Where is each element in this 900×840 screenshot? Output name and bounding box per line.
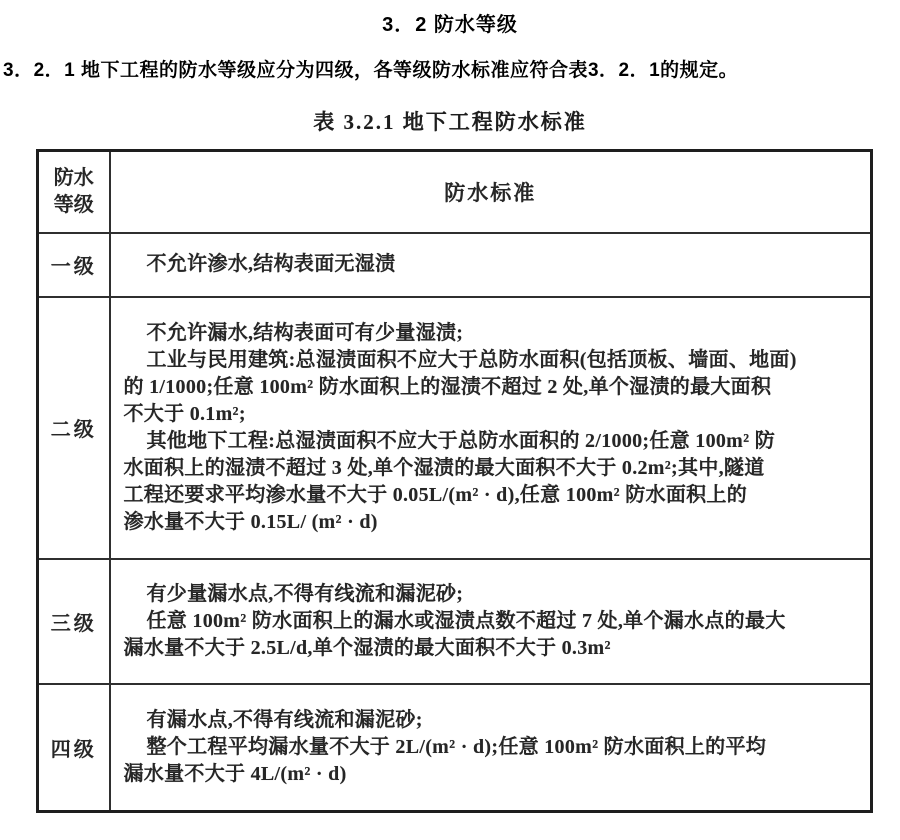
standard-line: 水面积上的湿渍不超过 3 处,单个湿渍的最大面积不大于 0.2m²;其中,隧道 bbox=[123, 456, 765, 479]
grade-cell: 一级 bbox=[38, 233, 110, 297]
grade-cell: 三级 bbox=[38, 559, 110, 684]
standard-line: 工程还要求平均渗水量不大于 0.05L/(m² · d),任意 100m² 防水面积上的 bbox=[123, 483, 748, 506]
standard-line: 的 1/1000;任意 100m² 防水面积上的湿渍不超过 2 处,单个湿渍的最大面积 bbox=[123, 375, 772, 398]
standard-line: 有少量漏水点,不得有线流和漏泥砂; bbox=[146, 582, 464, 605]
table-header-row bbox=[38, 151, 872, 233]
header-standard-cell: 防水标准 bbox=[110, 151, 872, 233]
standard-line: 工业与民用建筑:总湿渍面积不应大于总防水面积(包括顶板、墙面、地面) bbox=[146, 348, 797, 371]
standard-line: 不大于 0.1m²; bbox=[123, 402, 246, 425]
standard-line: 渗水量不大于 0.15L/ (m² · d) bbox=[123, 510, 378, 533]
table-row bbox=[38, 233, 872, 297]
table-row bbox=[38, 684, 872, 812]
header-grade-cell bbox=[38, 151, 110, 233]
standard-line: 不允许漏水,结构表面可有少量湿渍; bbox=[146, 321, 464, 344]
waterproof-standard-table bbox=[36, 149, 873, 813]
standard-line: 有漏水点,不得有线流和漏泥砂; bbox=[146, 708, 423, 731]
standard-line: 漏水量不大于 4L/(m² · d) bbox=[123, 762, 347, 785]
standard-cell bbox=[110, 559, 872, 684]
standard-line: 不允许渗水,结构表面无湿渍 bbox=[146, 253, 396, 275]
clause-3-2-1: 3．2．1 地下工程的防水等级应分为四级，各等级防水标准应符合表3．2．1的规定。 bbox=[3, 60, 739, 81]
section-heading: 3．2 防水等级 bbox=[382, 14, 518, 36]
standard-cell bbox=[110, 684, 872, 812]
table-body bbox=[38, 233, 872, 812]
standard-cell bbox=[110, 297, 872, 559]
standard-cell bbox=[110, 233, 872, 297]
header-grade-line2: 等级 bbox=[53, 193, 94, 216]
table-caption: 表 3.2.1 地下工程防水标准 bbox=[313, 110, 587, 134]
table-row bbox=[38, 297, 872, 559]
grade-cell: 二级 bbox=[38, 297, 110, 559]
table-row bbox=[38, 559, 872, 684]
grade-cell: 四级 bbox=[38, 684, 110, 812]
standard-line: 漏水量不大于 2.5L/d,单个湿渍的最大面积不大于 0.3m² bbox=[123, 636, 611, 659]
header-grade-line1: 防水 bbox=[53, 166, 94, 189]
standard-line: 其他地下工程:总湿渍面积不应大于总防水面积的 2/1000;任意 100m² 防 bbox=[146, 429, 776, 452]
standard-line: 任意 100m² 防水面积上的漏水或湿渍点数不超过 7 处,单个漏水点的最大 bbox=[146, 609, 786, 632]
standard-line: 整个工程平均漏水量不大于 2L/(m² · d);任意 100m² 防水面积上的平均 bbox=[146, 735, 767, 758]
